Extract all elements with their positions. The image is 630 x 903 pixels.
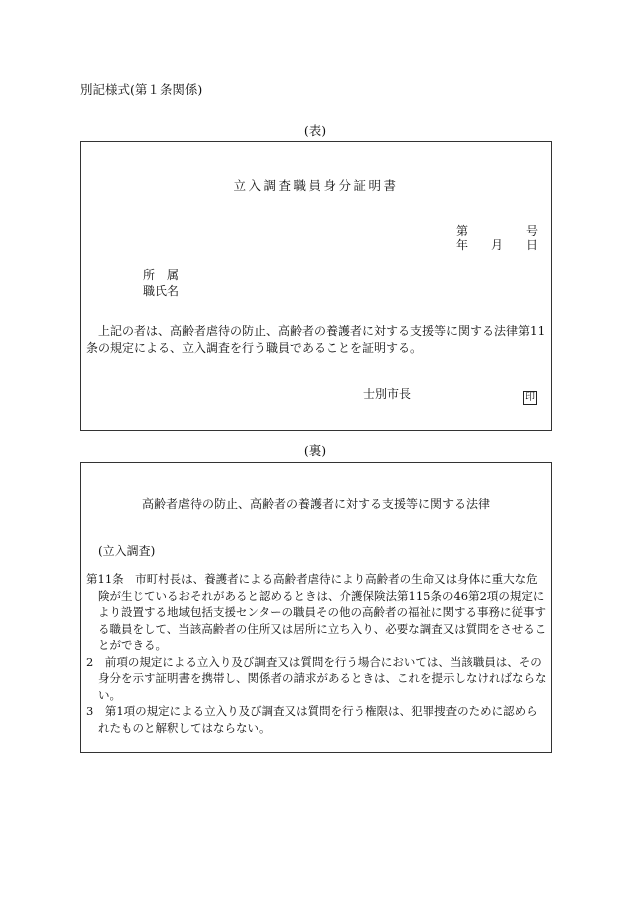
law-article-11: 第11条 市町村長は、養護者による高齢者虐待により高齢者の生命又は身体に重大な危険が生じているおそれがあると認めるときは、介護保険法第115条の46第2項の規定により設置する地域包括支援センターの職員その他の高齢者の福祉に関する事務に従事する職員をして、当該高齢者の住所又は居所に立ち入り、必要な調査又は質問をさせることができる。 [86,572,547,652]
form-label: 別記様式(第１条関係) [80,82,203,97]
law-paragraph-3: 3 第1項の規定による立入り及び調査又は質問を行う権限は、犯罪捜査のために認められたものと解釈してはならない。 [86,704,538,735]
section-heading: (立入調査) [98,544,156,558]
date-month: 月 [491,238,504,252]
certificate-front [80,141,552,431]
seal-text: 印 [525,392,535,403]
affiliation-label: 所 属 [143,268,180,282]
certification-paragraph: 上記の者は、高齢者虐待の防止、高齢者の養護者に対する支援等に関する法律第11条の規定による、立入調査を行う職員であることを証明する。 [86,324,546,355]
law-title: 高齢者虐待の防止、高齢者の養護者に対する支援等に関する法律 [141,497,490,511]
name-label: 職氏名 [143,284,180,298]
number-go: 号 [526,224,539,238]
certification-text [86,323,548,357]
law-text [86,571,548,736]
back-side-label: (裏) [303,443,327,458]
date-day: 日 [526,238,539,252]
seal-mark [523,385,537,405]
certificate-back [80,462,552,753]
issuer-name: 士別市長 [363,387,412,401]
certificate-title: 立入調査職員身分証明書 [233,178,399,193]
date-year: 年 [456,238,469,252]
number-dai: 第 [456,224,469,238]
law-paragraph-2: 2 前項の規定による立入り及び調査又は質問を行う場合においては、当該職員は、その身分を示す証明書を携帯し、関係者の請求があるときは、これを提示しなければならない。 [86,654,547,702]
front-side-label: (表) [303,123,327,138]
